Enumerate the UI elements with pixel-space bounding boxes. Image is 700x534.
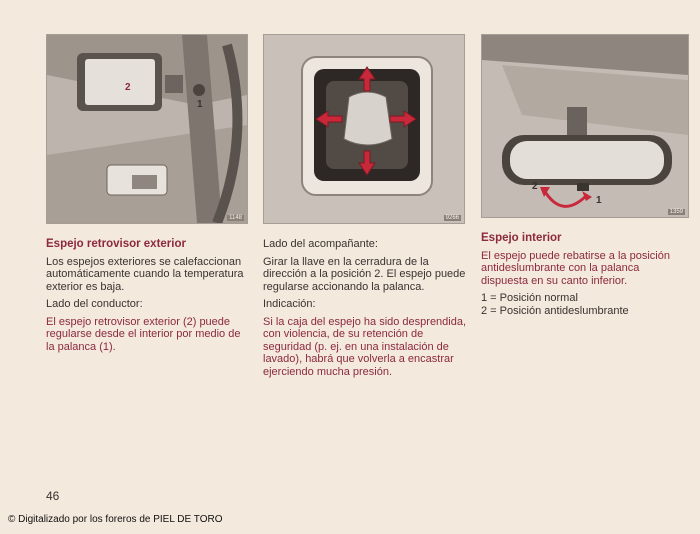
exterior-mirror-illustration — [46, 34, 248, 224]
figure-number: 1148 — [229, 215, 242, 221]
callout-1: 1 — [197, 99, 203, 110]
page-number: 46 — [46, 489, 60, 503]
list-item: 1 = Posición normal — [481, 292, 578, 304]
list-item: 2 = Posición antideslumbrante — [481, 304, 629, 317]
callout-2: 2 — [532, 181, 538, 192]
column-passenger-side — [263, 238, 473, 383]
figure-number: 1359 — [669, 209, 683, 215]
scan-credit: © Digitalizado por los foreros de PIEL DE TORO — [8, 514, 223, 525]
paragraph: Si la caja del espejo ha sido desprendida, con violencia, de su retención de seguridad (p. ej. en una instalación de lavado), habrá que volverla a encastrar ejerciendo mucha presión. — [263, 315, 467, 378]
section-heading: Espejo retrovisor exterior — [46, 238, 186, 250]
paragraph: El espejo retrovisor exterior (2) puede regularse desde el interior por medio de la palanca (1). — [46, 315, 241, 353]
interior-mirror-illustration — [481, 34, 689, 218]
paragraph: Los espejos exteriores se calefaccionan automáticamente cuando la temperatura exterior es baja. — [46, 255, 244, 293]
adjustment-lever-illustration — [263, 34, 465, 224]
paragraph: Lado del conductor: — [46, 298, 143, 310]
paragraph: Lado del acompañante: — [263, 238, 378, 250]
figure-number: 9266 — [445, 215, 459, 221]
paragraph: Indicación: — [263, 298, 316, 310]
callout-1: 1 — [596, 195, 602, 206]
section-heading: Espejo interior — [481, 232, 562, 244]
column-exterior-mirror — [46, 238, 246, 358]
callout-2: 2 — [125, 82, 131, 93]
paragraph: El espejo puede rebatirse a la posición antideslumbrante con la palanca dispuesta en su canto inferior. — [481, 249, 670, 287]
column-interior-mirror — [481, 232, 681, 317]
paragraph: Girar la llave en la cerradura de la dirección a la posición 2. El espejo puede regularse accionando la palanca. — [263, 255, 466, 293]
